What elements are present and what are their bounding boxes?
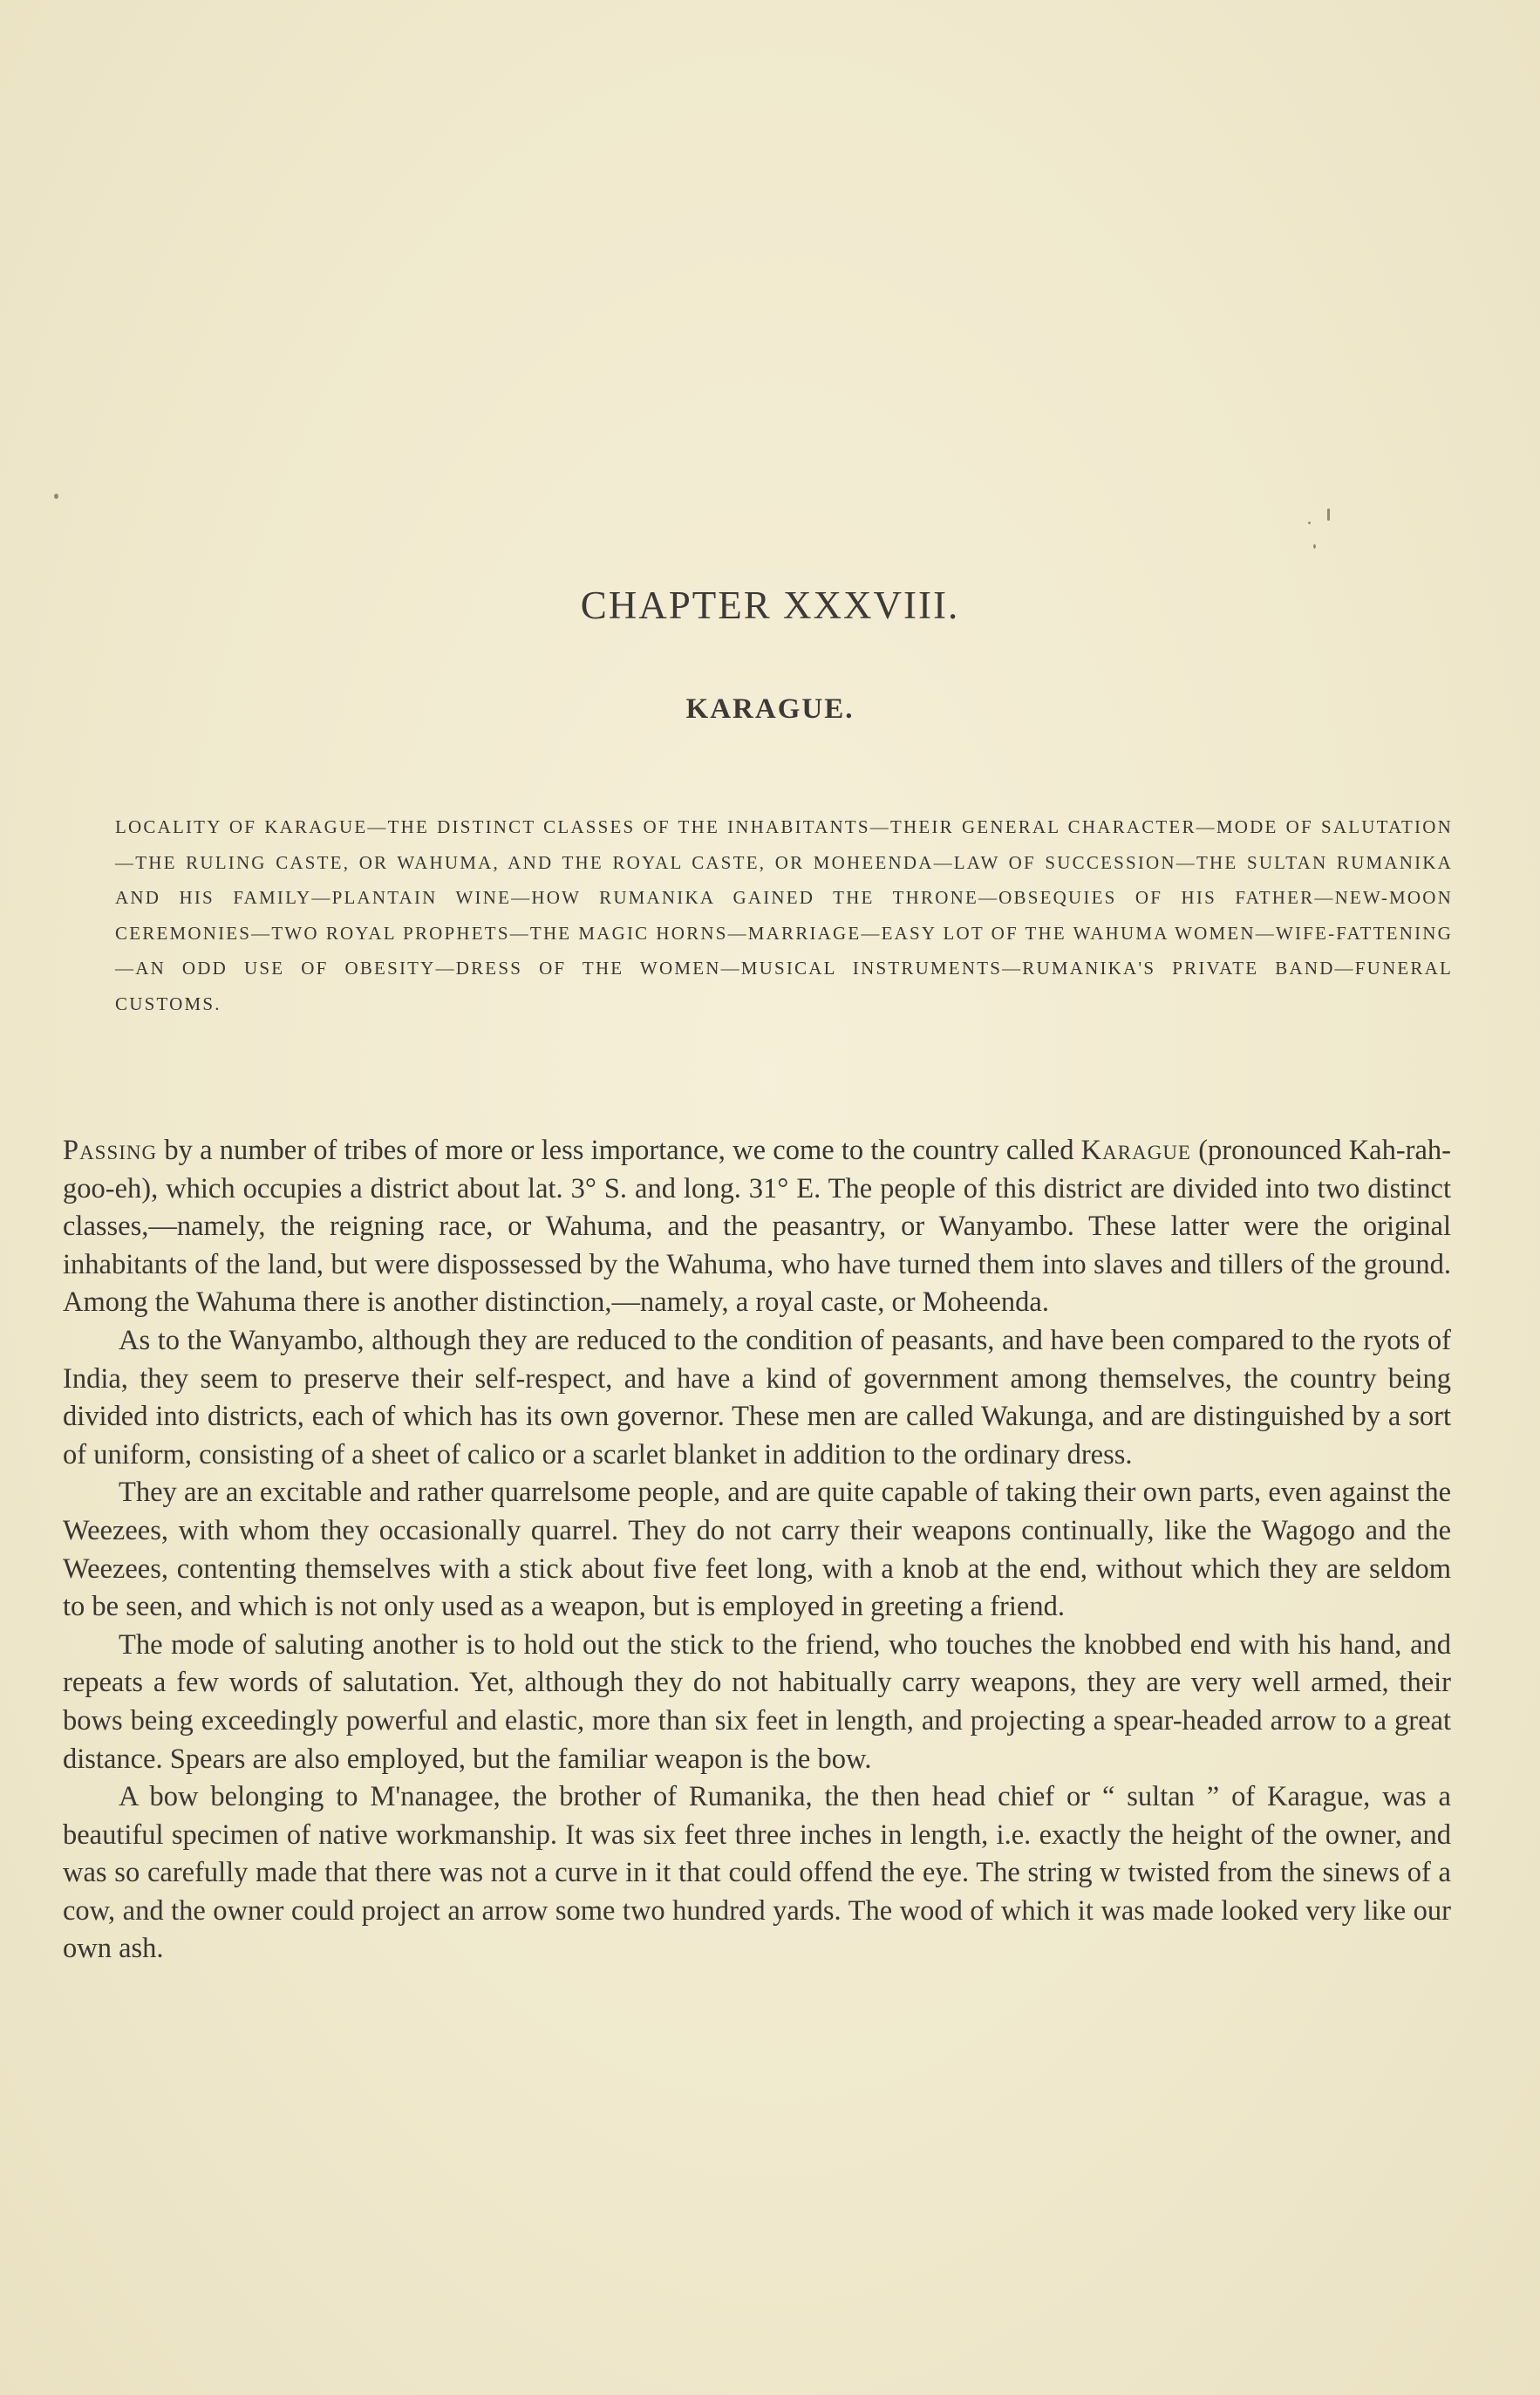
ink-speck [1308,522,1311,524]
paragraph-2: As to the Wanyambo, although they are reduced to the condition of peasants, and have been compared to the ryots of India, they seem to preserve their self-respect, and have a kind of government among themselves, the country being divided into districts, each of which has its own governor. These men are called Wakunga, and are distinguished by a sort of uniform, consisting of a sheet of calico or a scarlet blanket in addition to the ordinary dress. [63,1324,1451,1470]
paragraph-4: The mode of saluting another is to hold out the stick to the friend, who touches the knobbed end with his hand, and repeats a few words of salutation. Yet, although they do not habitually carry weapons, they are very well armed, their bows being exceedingly powerful and elastic, more than six feet in length, and projecting a spear-headed arrow to a great distance. Spears are also employed, but the familiar weapon is the bow. [63,1628,1451,1775]
paragraph-1-text-b: (pronounced Kah-rah-goo-eh), which occupies a district about lat. 3° S. and long. 31° E. The people of this district are divided into two distinct classes,—namely, the reigning race, or Wahuma, and the peasantry, or Wanyambo. These latter were the original inhabitants of the land, but were dispossessed by the Wahuma, who have turned them into slaves and tillers of the ground. Among the Wahuma there is another distinction,—namely, a royal caste, or Moheenda. [63,1135,1451,1319]
paragraph-3: They are an excitable and rather quarrelsome people, and are quite capable of taking their own parts, even against the Weezees, with whom they occasionally quarrel. They do not carry their weapons continually, like the Wagogo and the Weezees, contenting themselves with a stick about five feet long, with a knob at the end, without which they are seldom to be seen, and which is not only used as a weapon, but is employed in greeting a friend. [63,1477,1451,1623]
chapter-summary: LOCALITY OF KARAGUE—THE DISTINCT CLASSES OF THE INHABITANTS—THEIR GENERAL CHARACTER—MODE OF SALUTATION—THE RULING CASTE, OR WAHUMA, AND THE ROYAL CASTE, OR MOHEENDA—LAW OF SUCCESSION—THE SULTAN RUMANIKA AND HIS FAMILY—PLANTAIN WINE—HOW RUMANIKA GAINED THE THRONE—OBSEQUIES OF HIS FATHER—NEW-MOON CEREMONIES—TWO ROYAL PROPHETS—THE MAGIC HORNS—MARRIAGE—EASY LOT OF THE WAHUMA WOMEN—WIFE-FATTENING—AN ODD USE OF OBESITY—DRESS OF THE WOMEN—MUSICAL INSTRUMENTS—RUMANIKA'S PRIVATE BAND—FUNERAL CUSTOMS. [115,816,1453,1014]
chapter-subtitle: KARAGUE. [685,693,855,725]
ink-speck [54,494,58,499]
country-name: Karague [1080,1135,1191,1166]
chapter-title: CHAPTER XXXVIII. [580,583,960,627]
ink-speck [1327,508,1330,521]
paragraph-1 [63,1132,1451,1322]
lead-word: Passing [63,1135,158,1166]
body-text [63,1132,1451,1969]
paragraph-5: A bow belonging to M'nanagee, the brother of Rumanika, the then head chief or “ sultan ” of Karague, was a beautiful specimen of native workmanship. It was six feet three inches in length, i.e. exactly the height of the owner, and was so carefully made that there was not a curve in it that could offend the eye. The string w twisted from the sinews of a cow, and the owner could project an arrow some two hundred yards. The wood of which it was made looked very like our own ash. [63,1781,1451,1965]
ink-speck [1313,544,1316,549]
paragraph-1-text-a: by a number of tribes of more or less importance, we come to the country called [157,1135,1081,1166]
